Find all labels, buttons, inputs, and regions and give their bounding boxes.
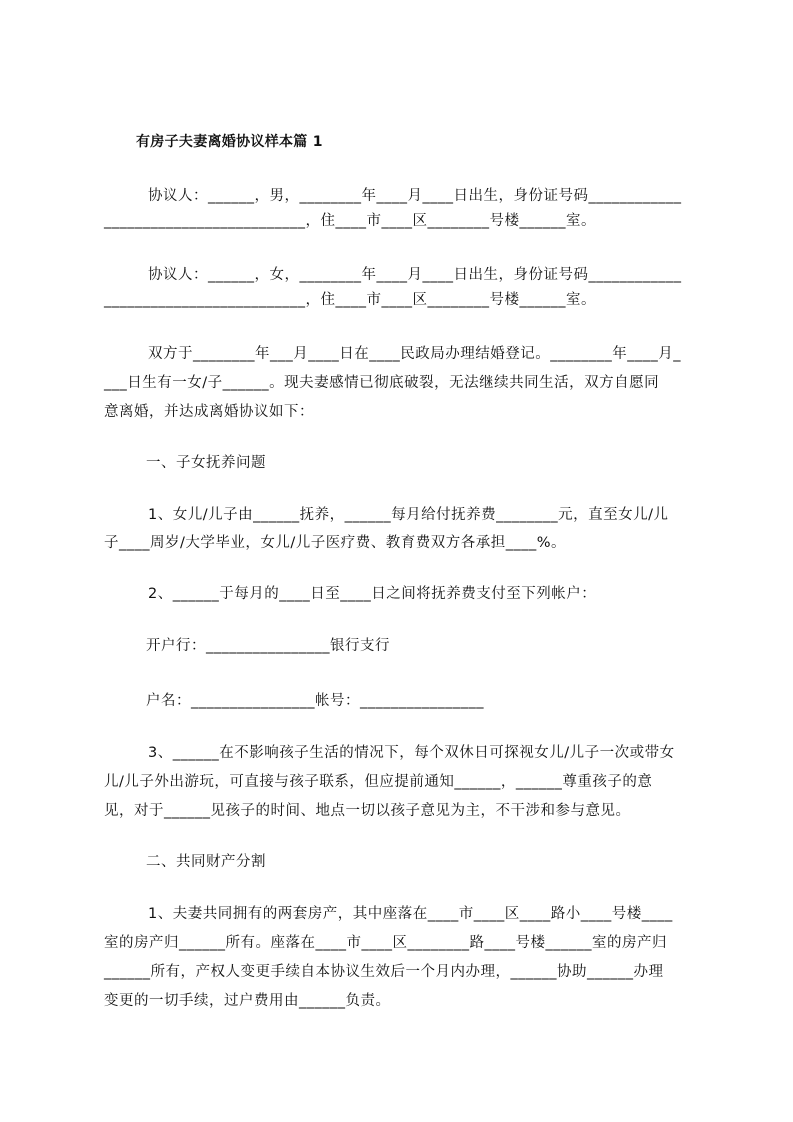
- section1-heading: 一、子女抚养问题: [146, 455, 266, 471]
- section1-item3-line1: 3、______在不影响孩子生活的情况下，每个双休日可探视女儿/儿子一次或带女: [148, 745, 675, 761]
- bank-line: 开户行：________________银行支行: [146, 638, 390, 654]
- section2-heading: 二、共同财产分割: [146, 854, 266, 870]
- party2-line2: __________________________，住____市____区________号楼______室。: [104, 292, 596, 308]
- section1-item3-line3: 见，对于______见孩子的时间、地点一切以孩子意见为主，不干涉和参与意见。: [104, 803, 631, 819]
- document-title: 有房子夫妻离婚协议样本篇 1: [136, 134, 323, 150]
- section1-item3-line2: 儿/儿子外出游玩，可直接与孩子联系，但应提前通知______，______尊重孩子的意: [104, 774, 653, 790]
- party1-line1: 协议人：______，男，________年____月____日出生，身份证号码____________: [148, 188, 682, 204]
- intro-line1: 双方于________年___月____日在____民政局办理结婚登记。________年____月_: [148, 346, 681, 362]
- section1-item1-line2: 子____周岁/大学毕业，女儿/儿子医疗费、教育费双方各承担____%。: [104, 535, 567, 551]
- party2-line1: 协议人：______，女，________年____月____日出生，身份证号码____________: [148, 267, 682, 283]
- section2-item1-line1: 1、夫妻共同拥有的两套房产，其中座落在____市____区____路小____号楼____: [148, 906, 673, 922]
- intro-line3: 意离婚，并达成离婚协议如下：: [104, 404, 314, 420]
- account-line: 户名：________________帐号：________________: [146, 693, 484, 709]
- section2-item1-line4: 变更的一切手续，过户费用由______负责。: [104, 993, 391, 1009]
- party1-line2: __________________________，住____市____区________号楼______室。: [104, 213, 596, 229]
- section2-item1-line2: 室的房产归______所有。座落在____市____区________路____号楼______室的房产归: [104, 935, 667, 951]
- section1-item2-line1: 2、______于每月的____日至____日之间将抚养费支付至下列帐户：: [148, 586, 597, 602]
- section1-item1-line1: 1、女儿/儿子由______抚养，______每月给付抚养费________元，直至女儿/儿: [148, 507, 669, 523]
- section2-item1-line3: ______所有，产权人变更手续自本协议生效后一个月内办理，______协助______办理: [104, 964, 664, 980]
- intro-line2: ___日生有一女/子______。现夫妻感情已彻底破裂，无法继续共同生活，双方自愿同: [104, 375, 660, 391]
